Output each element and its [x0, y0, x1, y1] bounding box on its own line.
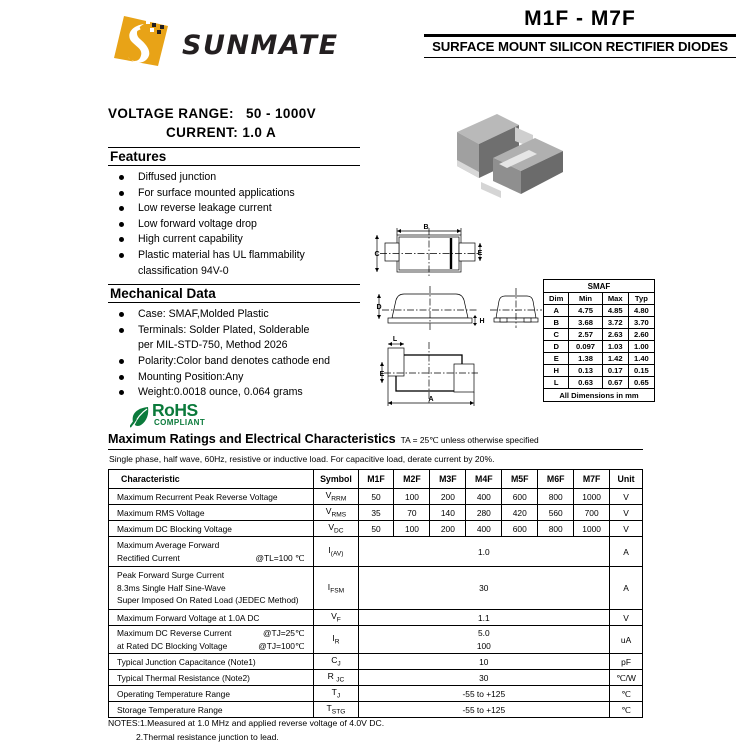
left-column: [108, 104, 360, 436]
table-row: [109, 670, 643, 686]
row-characteristic: Maximum DC Blocking Voltage: [109, 521, 314, 537]
row-symbol: [314, 670, 358, 686]
svg-text:L: L: [392, 336, 398, 343]
dim-cell: 0.17: [602, 365, 628, 377]
part-number-range: M1F - M7F: [524, 7, 636, 30]
symbol-main: I: [332, 633, 335, 644]
dim-cell: 2.57: [569, 329, 602, 341]
list-item-continuation: [108, 338, 360, 354]
row-value: 400: [466, 489, 502, 505]
row-value: 50: [358, 489, 394, 505]
dim-table-title: SMAF: [544, 280, 655, 293]
dim-cell: 4.80: [628, 305, 654, 317]
table-header-row: [109, 470, 643, 489]
ratings-condition: TA = 25℃ unless otherwise specified: [400, 435, 539, 445]
row-merged-value: -55 to +125: [358, 686, 610, 702]
svg-text:E: E: [477, 250, 483, 257]
dim-cell: 4.75: [569, 305, 602, 317]
table-row: [544, 293, 655, 305]
row-value: 140: [430, 505, 466, 521]
row-value: 1000: [574, 521, 610, 537]
list-item: [108, 170, 360, 186]
voltage-range-label: VOLTAGE RANGE:: [108, 106, 234, 121]
symbol-main: I: [327, 581, 331, 592]
leaf-icon: [130, 406, 150, 428]
logo-wordmark-text: SUNMATE: [182, 30, 339, 60]
product-subtitle: SURFACE MOUNT SILICON RECTIFIER DIODES: [432, 39, 728, 54]
row-characteristic: Typical Junction Capacitance (Note1): [109, 654, 314, 670]
row-value: 100: [394, 521, 430, 537]
feature-text: Plastic material has UL flammability: [138, 248, 305, 261]
row-characteristic: Operating Temperature Range: [109, 686, 314, 702]
ratings-section: [108, 430, 643, 718]
symbol-sub: J: [336, 692, 341, 700]
row-merged-value: 30: [358, 567, 610, 610]
table-row: [109, 686, 643, 702]
col-unit: Unit: [610, 470, 643, 489]
row-unit: ℃: [610, 686, 643, 702]
mechanical-text: Terminals: Solder Plated, Solderable: [138, 323, 310, 336]
mechanical-list: [108, 307, 360, 401]
dim-cell: 0.65: [628, 377, 654, 389]
merged-value-line: 100: [476, 640, 491, 651]
dim-cell: 1.38: [569, 353, 602, 365]
bullet-icon: [119, 375, 124, 380]
dim-cell: H: [544, 365, 569, 377]
row-characteristic: Maximum Forward Voltage at 1.0A DC: [109, 610, 314, 626]
list-item: [108, 385, 360, 401]
dim-col-header: Dim: [544, 293, 569, 305]
bullet-icon: [119, 328, 124, 333]
row-merged-value: 30: [358, 670, 610, 686]
row-value: 70: [394, 505, 430, 521]
feature-text: Low reverse leakage current: [138, 202, 272, 215]
dim-cell: 2.63: [602, 329, 628, 341]
row-symbol: [314, 686, 358, 702]
list-item: [108, 232, 360, 248]
title-divider-2: [424, 57, 736, 58]
row-value: 600: [502, 521, 538, 537]
page-header: [0, 0, 750, 78]
dim-cell: 0.097: [569, 341, 602, 353]
symbol-main: V: [325, 506, 332, 517]
row-unit: ℃/W: [610, 670, 643, 686]
at-condition: @TJ=25℃: [262, 628, 305, 639]
row-merged-value: -55 to +125: [358, 702, 610, 718]
row-symbol: [314, 610, 358, 626]
list-item: [108, 323, 360, 339]
row-unit: V: [610, 489, 643, 505]
company-logo: [110, 10, 410, 72]
row-value: 100: [394, 489, 430, 505]
list-item: [108, 370, 360, 386]
symbol-main: R: [327, 671, 337, 682]
row-value: 700: [574, 505, 610, 521]
col-symbol: Symbol: [314, 470, 358, 489]
dim-cell: 1.03: [602, 341, 628, 353]
row-characteristic: Storage Temperature Range: [109, 702, 314, 718]
note-line-2: 2.Thermal resistance junction to lead.: [136, 732, 279, 742]
row-unit: V: [610, 505, 643, 521]
row-unit: pF: [610, 654, 643, 670]
dim-col-header: Max: [602, 293, 628, 305]
table-row: [109, 654, 643, 670]
row-value: 200: [430, 489, 466, 505]
row-value: 560: [538, 505, 574, 521]
symbol-sub: (AV): [330, 550, 344, 558]
table-row: [109, 505, 643, 521]
table-row: [109, 489, 643, 505]
dim-cell: 1.00: [628, 341, 654, 353]
ratings-header: [108, 430, 643, 450]
characteristic-line: Rectified Current: [117, 552, 180, 563]
sunmate-logo-icon: [110, 14, 172, 72]
row-value: 400: [466, 521, 502, 537]
row-merged-value: [358, 626, 610, 654]
feature-text: Low forward voltage drop: [138, 217, 257, 230]
table-row: [544, 341, 655, 353]
symbol-sub: J: [337, 660, 341, 668]
row-value: 420: [502, 505, 538, 521]
note-line-1: NOTES:1.Measured at 1.0 MHz and applied reverse voltage of 4.0V DC.: [108, 718, 385, 728]
dim-cell: 0.63: [569, 377, 602, 389]
title-divider: [424, 34, 736, 37]
symbol-sub: F: [336, 616, 341, 624]
symbol-sub: RMS: [331, 511, 347, 519]
ratings-table: [108, 469, 643, 718]
table-row: [544, 389, 655, 402]
rohs-sublabel: COMPLIANT: [154, 417, 206, 427]
bullet-icon: [119, 253, 124, 258]
col-m6f: M6F: [538, 470, 574, 489]
row-value: 800: [538, 521, 574, 537]
symbol-main: T: [326, 703, 332, 714]
row-merged-value: 1.0: [358, 537, 610, 567]
dim-col-header: Min: [569, 293, 602, 305]
table-row: [544, 305, 655, 317]
svg-text:C: C: [374, 251, 380, 258]
row-unit: A: [610, 537, 643, 567]
list-item-continuation: [108, 264, 360, 280]
row-symbol: [314, 537, 358, 567]
symbol-sub: DC: [334, 527, 344, 535]
dim-cell: 3.70: [628, 317, 654, 329]
feature-text: Diffused junction: [138, 171, 217, 183]
row-value: 50: [358, 521, 394, 537]
feature-text: classification 94V-0: [138, 264, 229, 277]
row-symbol: [314, 567, 358, 610]
characteristic-line: at Rated DC Blocking Voltage: [117, 640, 228, 651]
row-characteristic: Maximum Recurrent Peak Reverse Voltage: [109, 489, 314, 505]
svg-text:E: E: [379, 371, 385, 378]
col-m3f: M3F: [430, 470, 466, 489]
title-block: [424, 6, 736, 58]
rohs-compliant-badge: [130, 399, 226, 434]
row-value: 800: [538, 489, 574, 505]
dimension-table: [543, 279, 655, 402]
voltage-range-value: 50 - 1000V: [246, 106, 317, 121]
side-view-drawing: [376, 286, 484, 330]
company-name-wordmark: [182, 30, 412, 60]
dim-cell: D: [544, 341, 569, 353]
characteristic-line: 8.3ms Single Half Sine-Wave: [117, 582, 226, 593]
symbol-main: V: [328, 522, 335, 533]
list-item: [108, 354, 360, 370]
row-unit: A: [610, 567, 643, 610]
dim-col-header: Typ: [628, 293, 654, 305]
row-value: 280: [466, 505, 502, 521]
symbol-main: I: [328, 545, 331, 556]
col-m4f: M4F: [466, 470, 502, 489]
rohs-label: RoHS: [152, 399, 198, 420]
col-m5f: M5F: [502, 470, 538, 489]
table-row: [109, 610, 643, 626]
mechanical-text: Mounting Position:Any: [138, 370, 244, 383]
mechanical-heading: Mechanical Data: [108, 284, 360, 303]
table-row: [544, 365, 655, 377]
footnotes: [108, 716, 384, 744]
bullet-icon: [119, 312, 124, 317]
row-symbol: [314, 505, 358, 521]
list-item: [108, 217, 360, 233]
merged-value-line: 5.0: [477, 628, 490, 639]
characteristic-line: Maximum Average Forward: [117, 540, 220, 551]
bullet-icon: [119, 175, 124, 180]
row-characteristic: Maximum RMS Voltage: [109, 505, 314, 521]
symbol-sub: JC: [336, 676, 345, 684]
symbol-sub: STG: [331, 708, 346, 716]
row-unit: ℃: [610, 702, 643, 718]
features-heading: Features: [108, 147, 360, 166]
table-row: [109, 537, 643, 567]
ratings-title: Maximum Ratings and Electrical Characteristics: [108, 432, 396, 446]
row-symbol: [314, 626, 358, 654]
table-row: [544, 317, 655, 329]
table-row: [109, 626, 643, 654]
feature-text: For surface mounted applications: [138, 186, 295, 199]
at-condition: @TL=100 ℃: [255, 552, 305, 563]
row-value: 600: [502, 489, 538, 505]
row-value: 200: [430, 521, 466, 537]
row-characteristic: [109, 537, 314, 567]
top-view-drawing: [374, 224, 482, 278]
table-row: [544, 280, 655, 293]
bullet-icon: [119, 390, 124, 395]
dim-table-footer: All Dimensions in mm: [544, 389, 655, 402]
mechanical-text: Polarity:Color band denotes cathode end: [138, 354, 330, 367]
package-outline-drawings: [366, 222, 546, 418]
row-value: 35: [358, 505, 394, 521]
current-value: 1.0 A: [242, 125, 277, 140]
ratings-note: Single phase, half wave, 60Hz, resistive or inductive load. For capacitive load, derate current by 20%.: [109, 454, 495, 464]
dim-cell: 3.72: [602, 317, 628, 329]
list-item: [108, 307, 360, 323]
dim-cell: 3.68: [569, 317, 602, 329]
list-item: [108, 201, 360, 217]
dim-cell: 1.42: [602, 353, 628, 365]
symbol-main: V: [325, 490, 332, 501]
characteristic-line: Maximum DC Reverse Current: [117, 628, 232, 639]
table-row: [544, 377, 655, 389]
bullet-icon: [119, 359, 124, 364]
svg-text:H: H: [479, 318, 485, 325]
row-characteristic: [109, 626, 314, 654]
bullet-icon: [119, 191, 124, 196]
dim-cell: 2.60: [628, 329, 654, 341]
row-symbol: [314, 654, 358, 670]
row-unit: uA: [610, 626, 643, 654]
svg-text:D: D: [376, 304, 382, 311]
dim-cell: A: [544, 305, 569, 317]
dim-cell: L: [544, 377, 569, 389]
dim-cell: E: [544, 353, 569, 365]
bullet-icon: [119, 237, 124, 242]
col-m1f: M1F: [358, 470, 394, 489]
row-merged-value: 10: [358, 654, 610, 670]
features-list: [108, 170, 360, 279]
voltage-range-line: [108, 104, 360, 123]
dim-cell: C: [544, 329, 569, 341]
table-row: [544, 353, 655, 365]
table-row: [109, 521, 643, 537]
characteristic-line: Super Imposed On Rated Load (JEDEC Method): [117, 595, 299, 606]
symbol-main: V: [331, 611, 337, 622]
row-characteristic: [109, 567, 314, 610]
current-line: [108, 123, 360, 142]
list-item: [108, 186, 360, 202]
dim-cell: 0.13: [569, 365, 602, 377]
row-characteristic: Typical Thermal Resistance (Note2): [109, 670, 314, 686]
dim-cell: 0.67: [602, 377, 628, 389]
feature-text: High current capability: [138, 233, 243, 246]
symbol-sub: RRM: [331, 495, 347, 503]
col-characteristic: Characteristic: [109, 470, 314, 489]
symbol-sub: R: [334, 638, 340, 646]
symbol-main: T: [331, 687, 337, 698]
mechanical-text: Case: SMAF,Molded Plastic: [138, 308, 269, 321]
symbol-main: C: [331, 655, 338, 666]
dim-cell: 1.40: [628, 353, 654, 365]
dim-cell: 0.15: [628, 365, 654, 377]
mechanical-text: Weight:0.0018 ounce, 0.064 grams: [138, 386, 303, 399]
current-label: CURRENT:: [166, 125, 239, 140]
row-unit: V: [610, 610, 643, 626]
col-m2f: M2F: [394, 470, 430, 489]
row-symbol: [314, 489, 358, 505]
row-value: 1000: [574, 489, 610, 505]
row-unit: V: [610, 521, 643, 537]
bullet-icon: [119, 206, 124, 211]
mechanical-text: per MIL-STD-750, Method 2026: [138, 339, 288, 352]
row-symbol: [314, 521, 358, 537]
dim-cell: B: [544, 317, 569, 329]
table-row: [109, 567, 643, 610]
row-merged-value: 1.1: [358, 610, 610, 626]
list-item: [108, 248, 360, 264]
bottom-view-drawing: [380, 336, 478, 406]
dim-cell: 4.85: [602, 305, 628, 317]
package-photo: [443, 98, 577, 202]
end-view-drawing: [490, 288, 542, 328]
svg-text:A: A: [428, 396, 434, 403]
bullet-icon: [119, 222, 124, 227]
svg-text:B: B: [423, 224, 429, 231]
col-m7f: M7F: [574, 470, 610, 489]
symbol-sub: FSM: [330, 587, 345, 595]
characteristic-line: Peak Forward Surge Current: [117, 570, 225, 581]
table-row: [544, 329, 655, 341]
at-condition: @TJ=100℃: [258, 640, 305, 651]
